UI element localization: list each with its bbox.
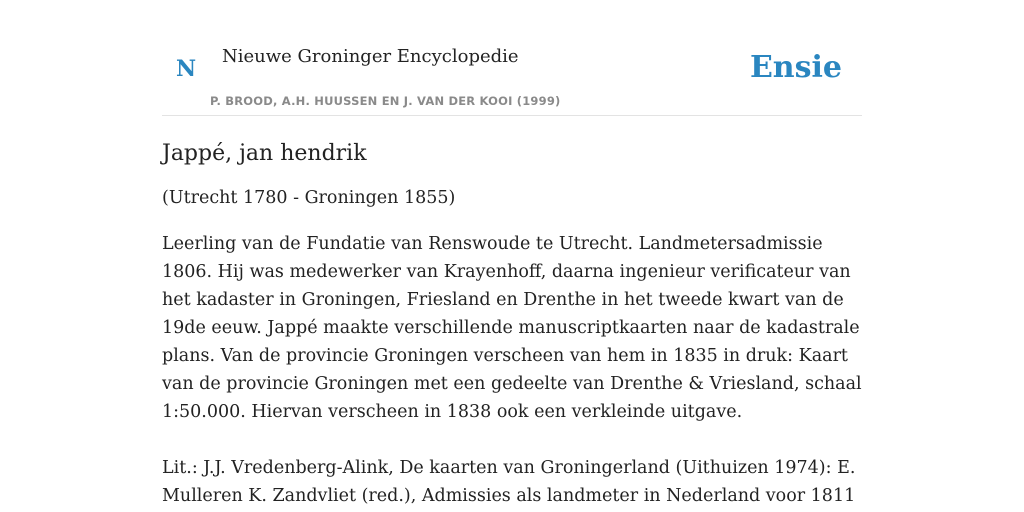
literature-reference: Lit.: J.J. Vredenberg-Alink, De kaarten van Groningerland (Uithuizen 1974): E. Mulleren K. Zandvliet (red.), Admissies als landmeter in Nederland voor 1811 [162, 458, 856, 506]
article-subtitle: (Utrecht 1780 - Groningen 1855) [162, 188, 456, 208]
article [162, 136, 862, 510]
ensie-logo-link[interactable]: Ensie [749, 50, 842, 85]
encyclopedia-title-link[interactable]: Nieuwe Groninger Encyclopedie [222, 46, 519, 67]
authors-line: P. BROOD, A.H. HUUSSEN EN J. VAN DER KOOI (1999) [210, 94, 561, 108]
site-header [162, 40, 862, 116]
encyclopedia-logo[interactable]: N [176, 56, 197, 82]
article-title: Jappé, jan hendrik [162, 141, 367, 166]
article-body: Leerling van de Fundatie van Renswoude te Utrecht. Landmetersadmissie 1806. Hij was medewerker van Krayenhoff, daarna ingenieur verificateur van het kadaster in Groningen, Friesland en Drenthe in het tweede kwart van de 19de eeuw. Jappé maakte verschillende manuscriptkaarten naar de kadastrale plans. Van de provincie Groningen verscheen van hem in 1835 in druk: Kaart van de provincie Groningen met een gedeelte van Drenthe & Vriesland, schaal 1:50.000. Hiervan verscheen in 1838 ook een verkleinde uitgave. [162, 234, 862, 422]
